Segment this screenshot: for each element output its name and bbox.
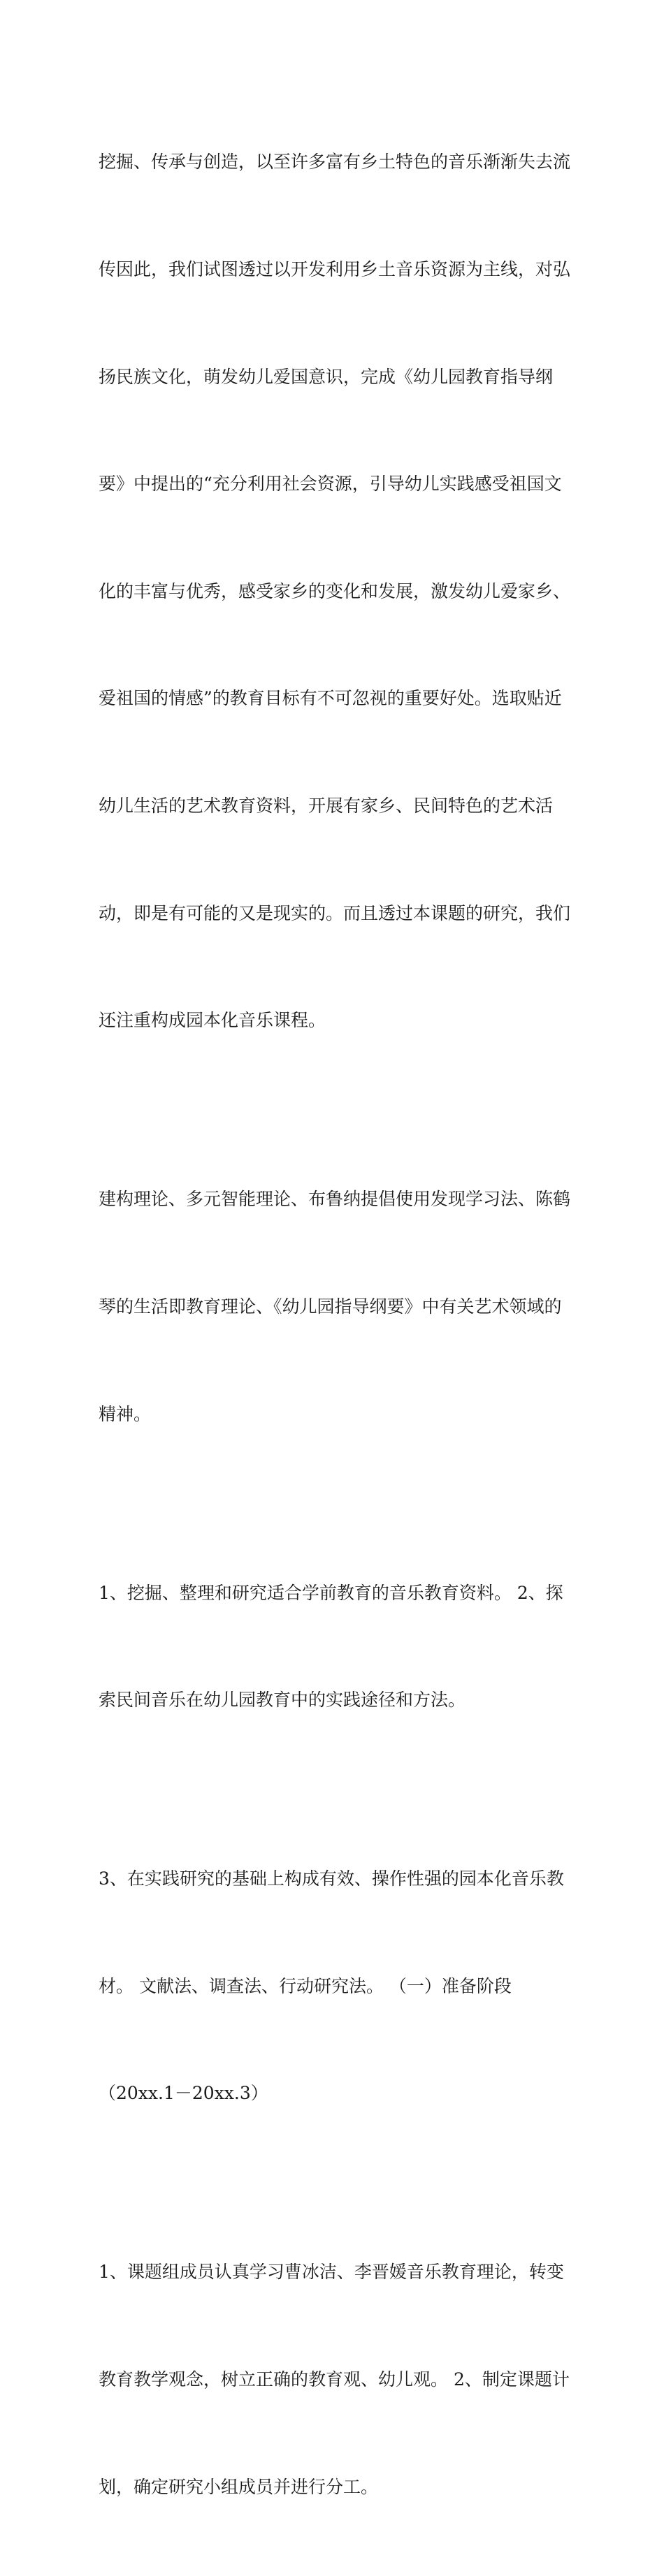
text-line: 要》中提出的“充分利用社会资源，引导幼儿实践感受祖国文 bbox=[99, 474, 562, 495]
text-line: 还注重构成园本化音乐课程。 bbox=[99, 1010, 326, 1031]
text-line: （20xx.1－20xx.3） bbox=[99, 2083, 268, 2104]
text-line: 挖掘、传承与创造，以至许多富有乡土特色的音乐渐渐失去流 bbox=[99, 152, 571, 173]
paragraph-preparation-steps bbox=[99, 2183, 574, 2576]
text-line: 3、在实践研究的基础上构成有效、操作性强的园本化音乐教 bbox=[99, 1868, 564, 1889]
text-line: 教育教学观念，树立正确的教育观、幼儿观。 2、制定课题计 bbox=[99, 2369, 570, 2390]
body-text bbox=[99, 73, 574, 2576]
text-line: 精神。 bbox=[99, 1403, 152, 1424]
text-line: 索民间音乐在幼儿园教育中的实践途径和方法。 bbox=[99, 1690, 466, 1711]
paragraph-goal-3-methods bbox=[99, 1790, 574, 2183]
text-line: 化的丰富与优秀，感受家乡的变化和发展，激发幼儿爱家乡、 bbox=[99, 580, 571, 601]
text-line: 扬民族文化，萌发幼儿爱国意识，完成《幼儿园教育指导纲 bbox=[99, 366, 554, 387]
text-line: 幼儿生活的艺术教育资料，开展有家乡、民间特色的艺术活 bbox=[99, 796, 554, 817]
text-line: 动，即是有可能的又是现实的。而且透过本课题的研究，我们 bbox=[99, 902, 571, 923]
text-line: 爱祖国的情感”的教育目标有不可忽视的重要好处。选取贴近 bbox=[99, 688, 562, 709]
text-line: 1、挖掘、整理和研究适合学前教育的音乐教育资料。 2、探 bbox=[99, 1582, 563, 1603]
text-line: 划，确定研究小组成员并进行分工。 bbox=[99, 2476, 379, 2497]
paragraph-theory bbox=[99, 1110, 574, 1503]
text-line: 材。 文献法、调查法、行动研究法。 （一）准备阶段 bbox=[99, 1975, 512, 1996]
text-line: 琴的生活即教育理论、《幼儿园指导纲要》中有关艺术领域的 bbox=[99, 1296, 562, 1317]
text-line: 建构理论、多元智能理论、布鲁纳提倡使用发现学习法、陈鹤 bbox=[99, 1189, 571, 1210]
paragraph-intro bbox=[99, 73, 574, 1110]
text-line: 传因此，我们试图透过以开发利用乡土音乐资源为主线，对弘 bbox=[99, 259, 571, 280]
text-line: 1、课题组成员认真学习曹冰洁、李晋媛音乐教育理论，转变 bbox=[99, 2262, 564, 2283]
paragraph-goals-1-2 bbox=[99, 1503, 574, 1790]
